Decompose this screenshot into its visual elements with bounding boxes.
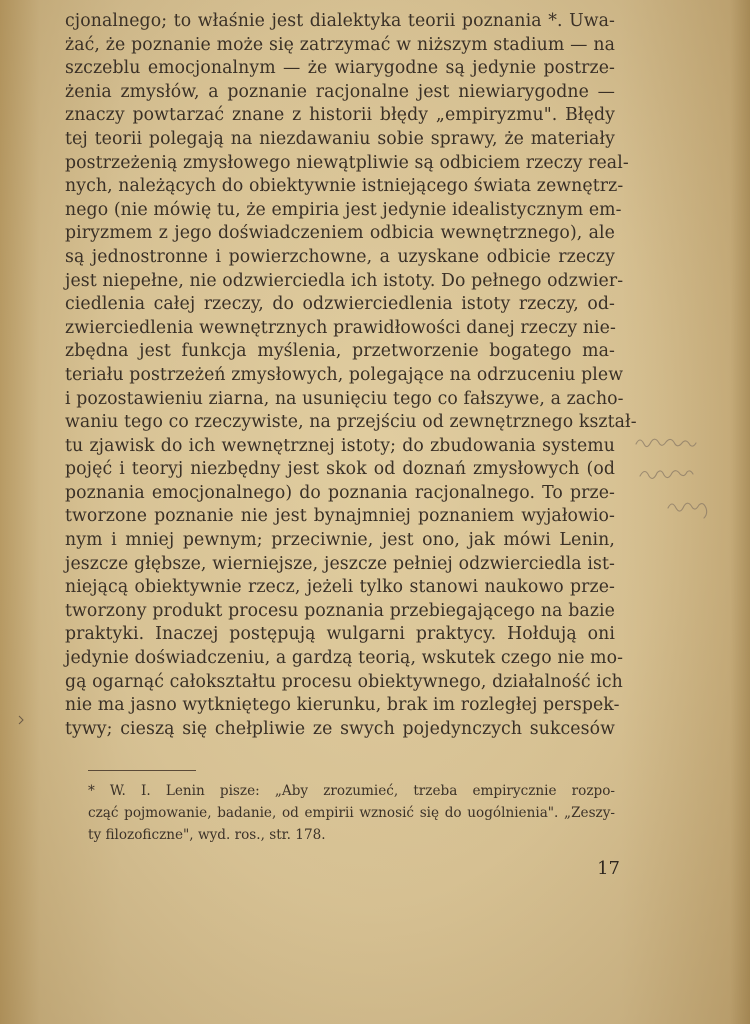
text-line: jest niepełne, nie odzwierciedla ich istoty. Do pełnego odzwier- bbox=[65, 270, 624, 291]
text-line: nych, należących do obiektywnie istniejącego świata zewnętrz- bbox=[65, 176, 624, 197]
text-line: żenia zmysłów, a poznanie racjonalne jest niewiarygodne — bbox=[65, 81, 615, 102]
text-line: szczeblu emocjonalnym — że wiarygodne są jedynie postrze- bbox=[65, 58, 615, 79]
text-line: praktyki. Inaczej postępują wulgarni praktycy. Hołdują oni bbox=[65, 624, 615, 645]
text-line: nym i mniej pewnym; przeciwnie, jest ono, jak mówi Lenin, bbox=[65, 530, 615, 551]
text-line: waniu tego co rzeczywiste, na przejściu od zewnętrznego kształ- bbox=[65, 412, 637, 433]
pencil-annotation bbox=[628, 430, 738, 530]
text-line: tywy; cieszą się chełpliwie ze swych pojedynczych sukcesów bbox=[65, 718, 615, 739]
text-line: cjonalnego; to właśnie jest dialektyka teorii poznania *. Uwa- bbox=[65, 11, 615, 31]
text-line: zbędna jest funkcja myślenia, przetworzenie bogatego ma- bbox=[65, 341, 615, 362]
text-line: zwierciedlenia wewnętrznych prawidłowości danej rzeczy nie- bbox=[65, 317, 616, 338]
text-line: nego (nie mówię tu, że empiria jest jedynie idealistycznym em- bbox=[65, 199, 622, 220]
page-number: 17 bbox=[597, 858, 620, 879]
text-line: jeszcze głębsze, wierniejsze, jeszcze pełniej odzwierciedla ist- bbox=[65, 553, 615, 574]
footnote-line: * W. I. Lenin pisze: „Aby zrozumieć, trzeba empirycznie rozpo- bbox=[88, 783, 615, 799]
text-line: nie ma jasno wytkniętego kierunku, brak im rozległej perspek- bbox=[65, 695, 620, 716]
text-line: tej teorii polegają na niezdawaniu sobie sprawy, że materiały bbox=[65, 128, 615, 149]
text-line: i pozostawieniu ziarna, na usunięciu tego co fałszywe, a zacho- bbox=[65, 388, 624, 409]
text-line: znaczy powtarzać znane z historii błędy „empiryzmu". Błędy bbox=[65, 105, 615, 126]
text-line: postrzeżenią zmysłowego niewątpliwie są odbiciem rzeczy real- bbox=[65, 152, 629, 173]
footnote-line: ty filozoficzne", wyd. ros., str. 178. bbox=[88, 827, 326, 843]
text-line: poznania emocjonalnego) do poznania racjonalnego. To prze- bbox=[65, 482, 615, 503]
text-line: tworzony produkt procesu poznania przebiegającego na bazie bbox=[65, 600, 615, 621]
footnote-rule bbox=[88, 770, 196, 771]
text-line: tworzone poznanie nie jest bynajmniej poznaniem wyjałowio- bbox=[65, 506, 615, 527]
footnote-line: cząć pojmowanie, badanie, od empirii wznosić się do uogólnienia". „Zeszy- bbox=[88, 805, 615, 821]
text-line: gą ogarnąć całokształtu procesu obiektywnego, działalność ich bbox=[65, 671, 623, 692]
text-line: pojęć i teoryj niezbędny jest skok od doznań zmysłowych (od bbox=[65, 459, 615, 480]
text-line: są jednostronne i powierzchowne, a uzyskane odbicie rzeczy bbox=[65, 246, 615, 267]
margin-mark bbox=[18, 715, 24, 725]
body-text bbox=[65, 10, 637, 741]
text-line: żać, że poznanie może się zatrzymać w niższym stadium — na bbox=[65, 34, 615, 55]
text-line: piryzmem z jego doświadczeniem odbicia wewnętrznego), ale bbox=[65, 223, 615, 244]
text-line: teriału postrzeżeń zmysłowych, polegające na odrzuceniu plew bbox=[65, 364, 624, 385]
footnote bbox=[88, 780, 615, 846]
text-line: jedynie doświadczeniu, a gardzą teorią, wskutek czego nie mo- bbox=[65, 648, 624, 669]
text-line: ciedlenia całej rzeczy, do odzwierciedlenia istoty rzeczy, od- bbox=[65, 294, 615, 315]
text-line: niejącą obiektywnie rzecz, jeżeli tylko stanowi naukowo prze- bbox=[65, 577, 615, 598]
text-line: tu zjawisk do ich wewnętrznej istoty; do zbudowania systemu bbox=[65, 435, 615, 456]
